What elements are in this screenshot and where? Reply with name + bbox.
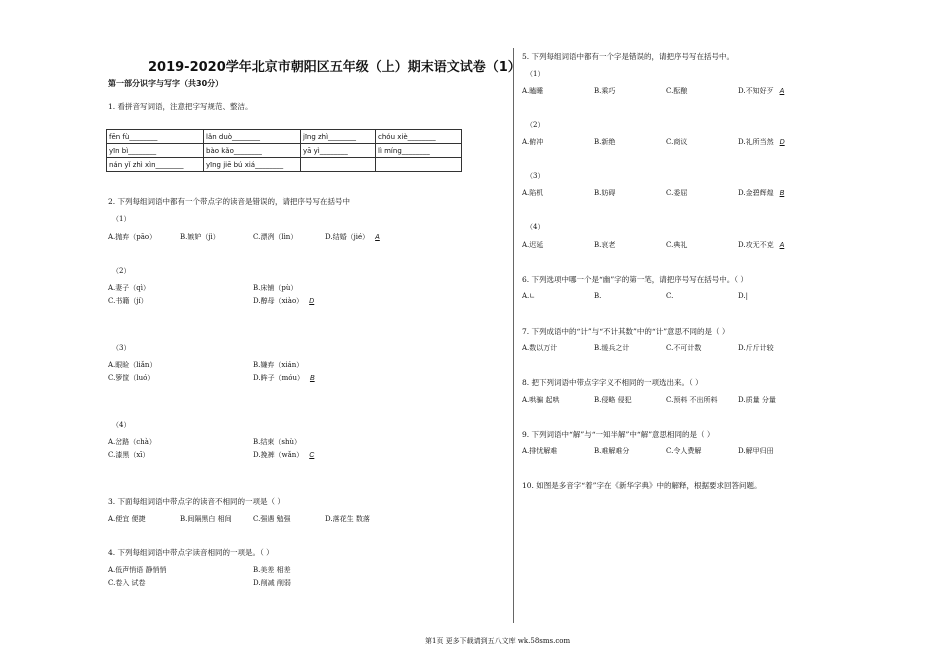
pinyin-cell[interactable]: nán yǐ zhì xìn________ [107, 158, 204, 172]
option-b[interactable]: B.结束（shù） [253, 438, 301, 446]
option-a[interactable]: A.数以万计 [522, 344, 558, 352]
q4-stem: 4. 下列每组词语中带点字读音相同的一项是。（ ） [108, 548, 274, 557]
q5-stem: 5. 下列每组词语中都有一个字是错误的，请把序号写在括号中。 [522, 52, 735, 61]
option-d[interactable]: D.削减 削弱 [253, 579, 291, 587]
option-d[interactable]: D.落花生 数落 [325, 515, 370, 523]
option-b[interactable]: B.乘巧 [594, 87, 616, 95]
answer-mark: C [309, 452, 315, 459]
option-d[interactable]: D.解甲归田 [738, 447, 774, 455]
answer-mark: A [779, 88, 785, 95]
page-footer: 第1页 更多下载请到五八文库 wk.58sms.com [425, 637, 571, 645]
answer-mark: A [375, 234, 380, 241]
option-c[interactable]: C.典礼 [666, 241, 688, 249]
option-b[interactable]: B.侵略 侵犯 [594, 396, 632, 404]
option-text: D.不知好歹 [738, 87, 774, 95]
option-b[interactable]: B.新绝 [594, 138, 616, 146]
answer-mark: A [779, 242, 785, 249]
option-c[interactable]: C.漂冽（lìn） [253, 233, 298, 241]
option-a[interactable]: A.低声悄语 静悄悄 [108, 566, 167, 574]
pinyin-cell[interactable]: jīng zhì________ [301, 130, 376, 144]
option-a[interactable]: A.排忧解难 [522, 447, 558, 455]
option-b[interactable]: B.嫌弃（xián） [253, 361, 304, 369]
pinyin-cell[interactable]: yā yì________ [301, 144, 376, 158]
group-label: （2） [526, 121, 545, 129]
option-d[interactable]: D.斤斤计较 [738, 344, 774, 352]
option-b[interactable]: B.美差 相差 [253, 566, 291, 574]
pinyin-table [106, 129, 462, 172]
q7-stem: 7. 下列成语中的“计”与“不计其数”中的“计”意思不同的是（ ） [522, 327, 730, 336]
option-c[interactable]: C.不可计数 [666, 344, 702, 352]
option-b[interactable]: B. [594, 292, 602, 300]
option-b[interactable]: B.缓兵之计 [594, 344, 630, 352]
option-d[interactable] [738, 188, 784, 198]
pinyin-cell[interactable]: yīn bì________ [107, 144, 204, 158]
q6-stem: 6. 下列选项中哪一个是“幽”字的第一笔，请把序号写在括号中。（ ） [522, 275, 748, 284]
group-label: （3） [526, 172, 545, 180]
option-b[interactable]: B.嫉妒（jì） [180, 233, 220, 241]
option-text: D.结婚（jié） [325, 233, 370, 241]
option-a[interactable]: A.岔路（chà） [108, 438, 156, 446]
option-a[interactable]: A.陷机 [522, 189, 544, 197]
table-row [107, 144, 462, 158]
group-label: （1） [112, 215, 131, 223]
pinyin-cell[interactable] [376, 158, 462, 172]
option-c[interactable]: C.漆黑（xī） [108, 451, 150, 459]
option-a[interactable]: A.∟ [522, 292, 536, 300]
option-b[interactable]: B.哀老 [594, 241, 616, 249]
option-c[interactable]: C.令人费解 [666, 447, 702, 455]
option-c[interactable]: C.委屈 [666, 189, 688, 197]
option-a[interactable]: A.俯冲 [522, 138, 544, 146]
column-divider [513, 48, 514, 623]
option-a[interactable]: A.抛弃（pāo） [108, 233, 157, 241]
pinyin-cell[interactable] [301, 158, 376, 172]
pinyin-cell[interactable]: fēn fù________ [107, 130, 204, 144]
option-c[interactable]: C.箩筐（luó） [108, 374, 155, 382]
answer-mark: B [779, 190, 785, 197]
option-a[interactable]: A.妻子（qì） [108, 284, 150, 292]
pinyin-cell[interactable]: lǎn duò________ [204, 130, 301, 144]
option-d[interactable] [738, 240, 784, 250]
option-text: D.挽裤（wǎn） [253, 451, 304, 459]
option-c[interactable]: C. [666, 292, 674, 300]
option-a[interactable]: A.哄骗 起哄 [522, 396, 560, 404]
option-d[interactable] [253, 296, 314, 306]
option-c[interactable]: C.酝酿 [666, 87, 688, 95]
group-label: （3） [112, 344, 131, 352]
answer-mark: D [779, 139, 785, 146]
option-b[interactable]: B.难解难分 [594, 447, 630, 455]
q9-stem: 9. 下列词语中“解”与“一知半解”中“解”意思相同的是（ ） [522, 430, 715, 439]
option-b[interactable]: B.间隔黑白 相间 [180, 515, 232, 523]
option-text: D.攻无不克 [738, 241, 774, 249]
option-c[interactable]: C.书籍（jí） [108, 297, 148, 305]
option-c[interactable]: C.商议 [666, 138, 688, 146]
option-a[interactable]: A.迟延 [522, 241, 544, 249]
table-row [107, 158, 462, 172]
option-b[interactable]: B.妨碍 [594, 189, 616, 197]
q1-stem: 1. 看拼音写词语，注意把字写规范、整洁。 [108, 102, 253, 111]
q3-stem: 3. 下面每组词语中带点字的读音不相同的一项是（ ） [108, 497, 285, 506]
option-text: D.礼所当然 [738, 138, 774, 146]
option-text: D.醇母（xiào） [253, 297, 304, 305]
option-d[interactable] [738, 137, 785, 147]
pinyin-cell[interactable]: yīng jiē bú xiá________ [204, 158, 301, 172]
option-d[interactable] [738, 86, 784, 96]
option-c[interactable]: C.预料 不出所料 [666, 396, 718, 404]
answer-mark: B [309, 375, 315, 382]
option-a[interactable]: A.便宜 便捷 [108, 515, 146, 523]
option-d[interactable]: D.质量 分量 [738, 396, 776, 404]
option-d[interactable] [253, 450, 314, 460]
q10-stem: 10. 如图是多音字“着”字在《新华字典》中的解释，根据要求回答问题。 [522, 481, 762, 490]
option-b[interactable]: B.床铺（pù） [253, 284, 298, 292]
table-row [107, 130, 462, 144]
option-a[interactable]: A.眼睑（liǎn） [108, 361, 157, 369]
pinyin-cell[interactable]: bào kǎo________ [204, 144, 301, 158]
section-heading: 第一部分识字与写字（共30分） [108, 79, 224, 88]
option-d[interactable] [253, 373, 315, 383]
pinyin-cell[interactable]: chóu xiè________ [376, 130, 462, 144]
q2-stem: 2. 下列每组词语中都有一个带点字的读音是错误的，请把序号写在括号中 [108, 197, 351, 206]
pinyin-cell[interactable]: lì míng________ [376, 144, 462, 158]
option-text: D.眸子（móu） [253, 374, 304, 382]
option-c[interactable]: C.卷入 试卷 [108, 579, 146, 587]
group-label: （4） [526, 223, 545, 231]
option-a[interactable]: A.瞌睡 [522, 87, 544, 95]
option-text: D.金碧辉煌 [738, 189, 774, 197]
group-label: （1） [526, 70, 545, 78]
option-d[interactable]: D.| [738, 292, 748, 300]
exam-title: 2019-2020学年北京市朝阳区五年级（上）期末语文试卷（1） [148, 60, 521, 75]
answer-mark: D [309, 298, 315, 305]
group-label: （2） [112, 267, 131, 275]
group-label: （4） [112, 421, 131, 429]
option-d[interactable] [325, 232, 380, 242]
q8-stem: 8. 把下列词语中带点字字义不相同的一项选出来。（ ） [522, 378, 703, 387]
option-c[interactable]: C.强遇 勉强 [253, 515, 291, 523]
